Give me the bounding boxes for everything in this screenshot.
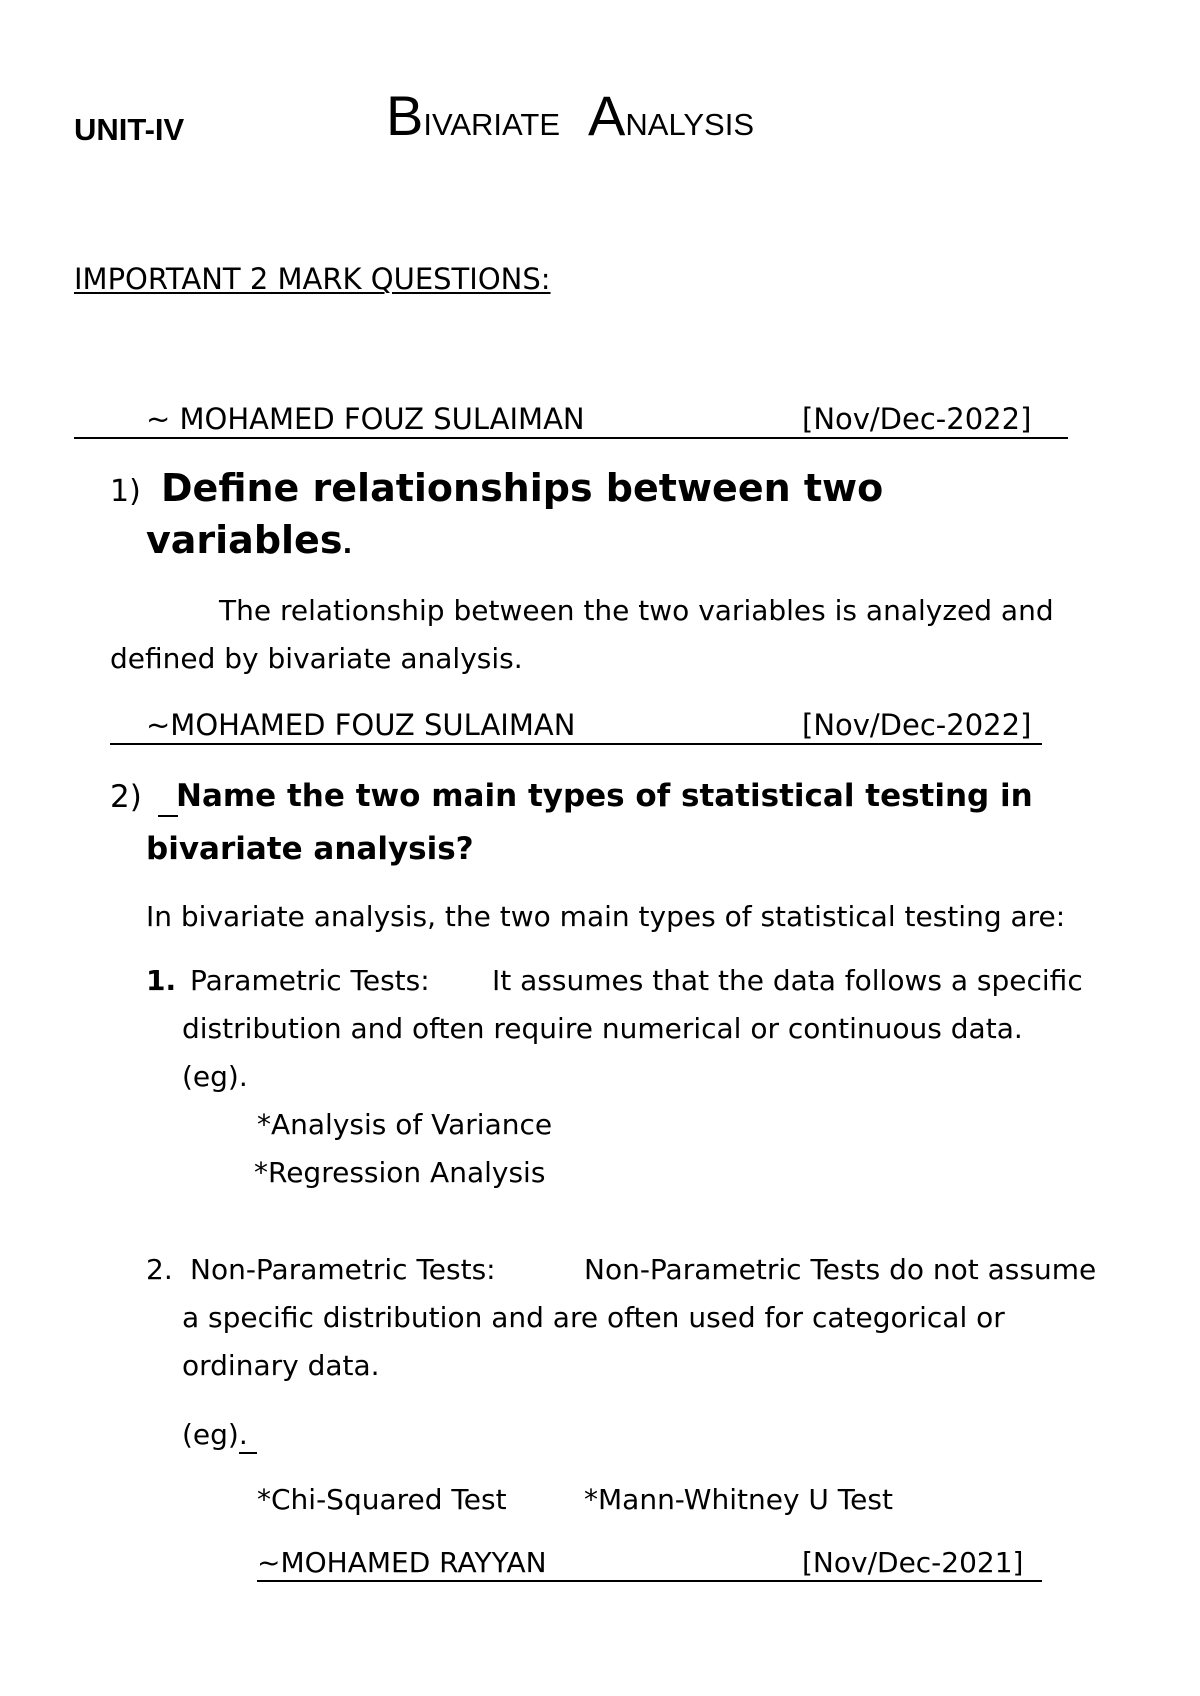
example-item: *Mann-Whitney U Test [584, 1483, 893, 1516]
question-text: Define relationships between two [161, 466, 884, 510]
title-rest-bivariate: IVARIATE [423, 107, 561, 142]
example-label-underline [239, 1452, 257, 1454]
credit-underline [74, 437, 1068, 439]
credit-exam: [Nov/Dec-2022] [802, 708, 1032, 742]
title-rest-analysis: NALYSIS [625, 107, 755, 142]
credit-exam: [Nov/Dec-2022] [802, 402, 1032, 436]
list-item-description-continued: a specific distribution and are often used for categorical or [182, 1301, 1005, 1334]
credit-author: ~ MOHAMED FOUZ SULAIMAN [146, 402, 585, 436]
list-item-number: 2. [146, 1253, 173, 1286]
list-item-term: Parametric Tests: [190, 964, 430, 997]
list-item-description-continued: ordinary data. [182, 1349, 380, 1382]
list-item-term: Non-Parametric Tests: [190, 1253, 496, 1286]
title-initial-a: A [588, 84, 626, 147]
list-item-description: Non-Parametric Tests do not assume [584, 1253, 1097, 1286]
section-heading: IMPORTANT 2 MARK QUESTIONS: [74, 262, 551, 296]
credit-exam: [Nov/Dec-2021] [802, 1546, 1024, 1579]
answer-text-continued: defined by bivariate analysis. [110, 642, 523, 675]
list-item-number: 1. [146, 964, 177, 997]
question-underscore [158, 815, 178, 817]
example-item: *Analysis of Variance [257, 1108, 553, 1141]
unit-label: UNIT-IV [74, 112, 185, 147]
answer-intro: In bivariate analysis, the two main types of statistical testing are: [146, 900, 1066, 933]
list-item-description-continued: distribution and often require numerical or continuous data. [182, 1012, 1023, 1045]
example-item: *Regression Analysis [254, 1156, 546, 1189]
credit-author: ~MOHAMED RAYYAN [257, 1546, 547, 1579]
question-number: 1) [110, 474, 141, 509]
example-item: *Chi-Squared Test [257, 1483, 507, 1516]
question-text-continued: bivariate analysis? [146, 831, 474, 867]
credit-underline [257, 1580, 1042, 1582]
example-label: (eg). [182, 1060, 248, 1093]
title-initial-b: B [386, 84, 424, 147]
question-text: Name the two main types of statistical testing in [176, 778, 1033, 814]
example-label: (eg). [182, 1418, 248, 1451]
question-number: 2) [110, 779, 142, 815]
credit-underline [110, 743, 1042, 745]
document-title [386, 84, 755, 147]
credit-author: ~MOHAMED FOUZ SULAIMAN [146, 708, 576, 742]
answer-text: The relationship between the two variables is analyzed and [219, 594, 1054, 627]
question-text-continued: variables. [146, 518, 353, 562]
list-item-description: It assumes that the data follows a specific [492, 964, 1083, 997]
